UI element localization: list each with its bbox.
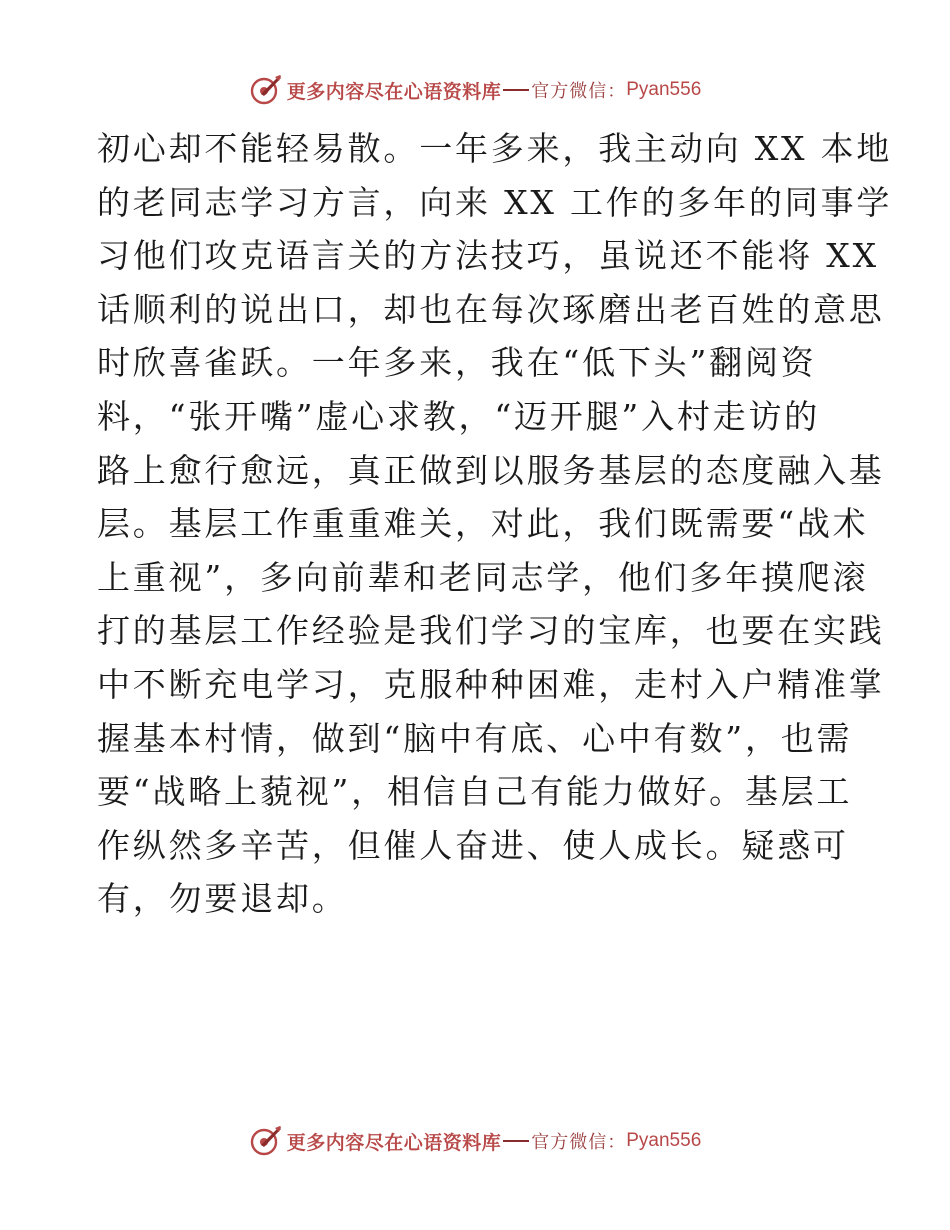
body-line: 话顺利的说出口，却也在每次琢磨出老百姓的意思: [97, 289, 885, 329]
footer-wechat-handle: Pyan556: [626, 1130, 702, 1151]
body-line: 料，“张开嘴”虚心求教，“迈开腿”入村走访的: [97, 396, 821, 436]
body-line: 中不断充电学习，克服种种困难，走村入户精准掌: [97, 664, 885, 704]
header-brand-text: 更多内容尽在心语资料库: [286, 80, 502, 103]
footer-banner: [0, 1121, 950, 1161]
document-body: [97, 122, 893, 926]
body-line: 路上愈行愈远，真正做到以服务基层的态度融入基: [97, 450, 885, 490]
body-line: 有，勿要退却。: [97, 879, 348, 919]
footer-brand-text: 更多内容尽在心语资料库: [286, 1131, 502, 1154]
header-wechat-label: 官方微信：: [531, 81, 627, 102]
body-line: 作纵然多辛苦，但催人奋进、使人成长。疑惑可: [97, 825, 849, 865]
body-line: 打的基层工作经验是我们学习的宝库，也要在实践: [97, 611, 885, 651]
body-line: 习他们攻克语言关的方法技巧，虽说还不能将 XX: [97, 236, 879, 276]
body-line: 层。基层工作重重难关，对此，我们既需要“战术: [97, 504, 869, 544]
quill-pen-circle-icon: [249, 1124, 283, 1158]
body-line: 时欣喜雀跃。一年多来，我在“低下头”翻阅资: [97, 343, 817, 383]
body-line: 上重视”，多向前辈和老同志学，他们多年摸爬滚: [97, 557, 869, 597]
header-separator: [503, 89, 529, 91]
body-line: 的老同志学习方言，向来 XX 工作的多年的同事学: [97, 182, 893, 222]
body-line: 初心却不能轻易散。一年多来，我主动向 XX 本地: [97, 129, 893, 168]
body-line: 要“战略上藐视”，相信自己有能力做好。基层工: [97, 772, 853, 812]
header-banner: [0, 70, 950, 110]
footer-separator: [503, 1140, 529, 1142]
footer-wechat-label: 官方微信：: [531, 1132, 627, 1153]
body-line: 握基本村情，做到“脑中有底、心中有数”，也需: [97, 718, 853, 758]
quill-pen-circle-icon: [249, 73, 283, 107]
header-wechat-handle: Pyan556: [626, 79, 702, 100]
